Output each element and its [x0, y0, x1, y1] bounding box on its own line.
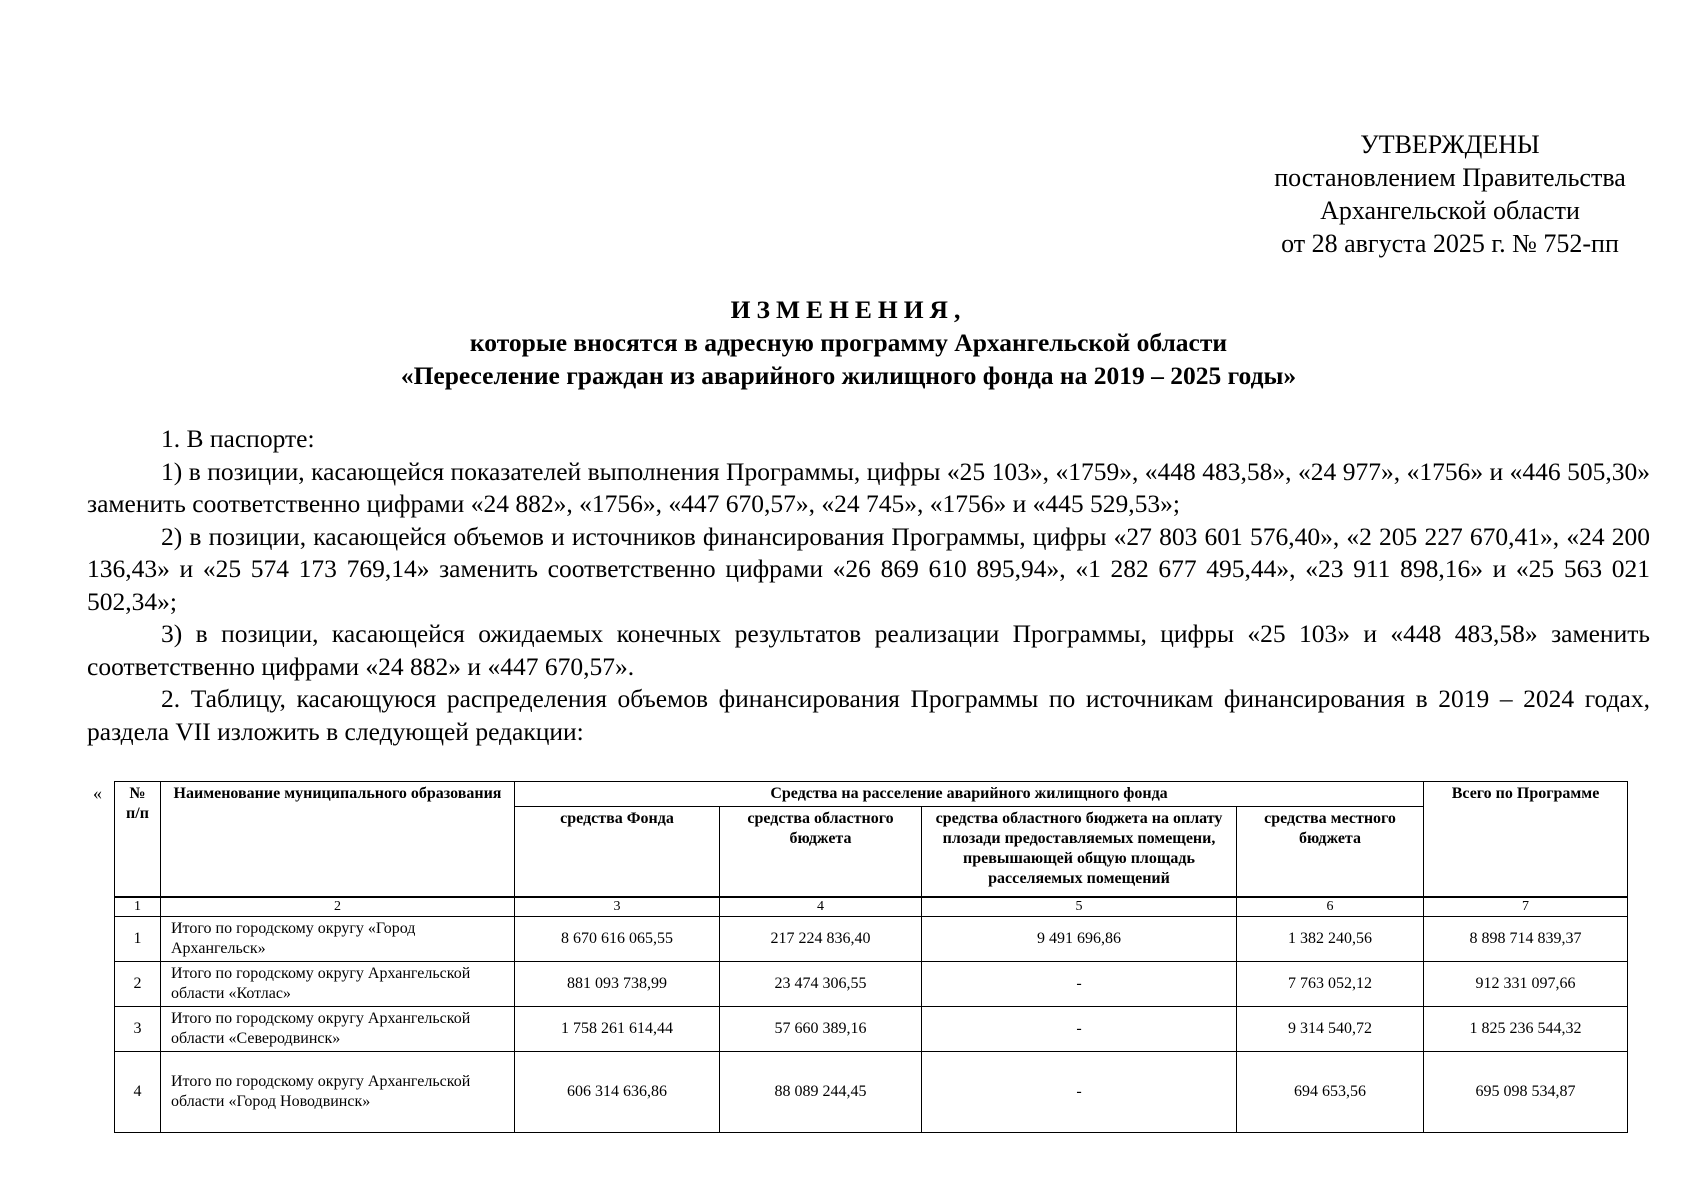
row-fund: 881 093 738,99 [515, 961, 720, 1006]
row-local: 9 314 540,72 [1237, 1006, 1424, 1051]
row-num: 2 [115, 961, 161, 1006]
document-body [87, 423, 1650, 748]
header-local: средства местного бюджета [1237, 807, 1424, 897]
column-number-row [115, 897, 1628, 917]
row-fund: 8 670 616 065,55 [515, 916, 720, 961]
approval-line-date: от 28 августа 2025 г. № 752-пп [1281, 229, 1619, 258]
table-row [115, 1006, 1628, 1051]
row-num: 3 [115, 1006, 161, 1051]
column-number: 3 [515, 897, 720, 917]
table-row [115, 916, 1628, 961]
row-fund: 1 758 261 614,44 [515, 1006, 720, 1051]
column-number: 5 [922, 897, 1237, 917]
row-municipality: Итого по городскому округу Архангельской области «Котлас» [161, 961, 515, 1006]
header-fund: средства Фонда [515, 807, 720, 897]
header-regional-extra: средства областного бюджета на оплату плозади предоставляемых помещени, превышающей общую площадь расселяемых помещений [922, 807, 1237, 897]
approval-line-region: Архангельской области [1320, 196, 1580, 225]
row-total: 1 825 236 544,32 [1424, 1006, 1628, 1051]
funding-table [114, 781, 1628, 1133]
row-fund: 606 314 636,86 [515, 1051, 720, 1132]
row-regional: 57 660 389,16 [720, 1006, 922, 1051]
row-regional-extra: - [922, 961, 1237, 1006]
row-num: 1 [115, 916, 161, 961]
paragraph-item-2: 2) в позиции, касающейся объемов и источников финансирования Программы, цифры «27 803 601 576,40», «2 205 227 670,41», «24 200 136,43» и «25 574 173 769,14» заменить соответственно цифрами «26 869 610 895,94», «1 282 677 495,44», «23 911 898,16» и «25 563 021 502,34»; [87, 521, 1650, 616]
row-regional: 217 224 836,40 [720, 916, 922, 961]
title-subtitle-2: «Переселение граждан из аварийного жилищного фонда на 2019 – 2025 годы» [400, 361, 1297, 390]
title-subtitle-1: которые вносятся в адресную программу Архангельской области [469, 328, 1228, 357]
header-name: Наименование муниципального образования [161, 782, 515, 897]
row-municipality: Итого по городскому округу Архангельской области «Северодвинск» [161, 1006, 515, 1051]
title-main: ИЗМЕНЕНИЯ, [730, 295, 967, 324]
paragraph-item-3: 3) в позиции, касающейся ожидаемых конечных результатов реализации Программы, цифры «25 103» и «448 483,58» заменить соответственно цифрами «24 882» и «447 670,57». [87, 619, 1650, 681]
row-local: 694 653,56 [1237, 1051, 1424, 1132]
row-total: 8 898 714 839,37 [1424, 916, 1628, 961]
header-funds-group: Средства на расселение аварийного жилищного фонда [515, 782, 1424, 807]
row-local: 7 763 052,12 [1237, 961, 1424, 1006]
row-regional: 23 474 306,55 [720, 961, 922, 1006]
header-regional: средства областного бюджета [720, 807, 922, 897]
table-row [115, 1051, 1628, 1132]
row-regional-extra: - [922, 1006, 1237, 1051]
approval-line-decree: постановлением Правительства [1274, 163, 1626, 192]
table-row [115, 961, 1628, 1006]
document-title [80, 293, 1617, 392]
paragraph-passport: 1. В паспорте: [161, 424, 315, 453]
row-municipality: Итого по городскому округу «Город Архангельск» [161, 916, 515, 961]
row-num: 4 [115, 1051, 161, 1132]
table-open-quote: « [93, 783, 102, 803]
column-number: 1 [115, 897, 161, 917]
approval-title: УТВЕРЖДЕНЫ [1360, 130, 1540, 159]
header-num: № п/п [115, 782, 161, 897]
row-regional: 88 089 244,45 [720, 1051, 922, 1132]
column-number: 6 [1237, 897, 1424, 917]
column-number: 4 [720, 897, 922, 917]
paragraph-item-1: 1) в позиции, касающейся показателей выполнения Программы, цифры «25 103», «1759», «448 483,58», «24 977», «1756» и «446 505,30» заменить соответственно цифрами «24 882», «1756», «447 670,57», «24 745», «1756» и «445 529,53»; [87, 456, 1650, 518]
column-number: 2 [161, 897, 515, 917]
row-local: 1 382 240,56 [1237, 916, 1424, 961]
row-regional-extra: 9 491 696,86 [922, 916, 1237, 961]
approval-stamp [1240, 128, 1660, 260]
row-total: 695 098 534,87 [1424, 1051, 1628, 1132]
row-total: 912 331 097,66 [1424, 961, 1628, 1006]
row-regional-extra: - [922, 1051, 1237, 1132]
row-municipality: Итого по городскому округу Архангельской области «Город Новодвинск» [161, 1051, 515, 1132]
paragraph-table-intro: 2. Таблицу, касающуюся распределения объемов финансирования Программы по источникам финансирования в 2019 – 2024 годах, раздела VII изложить в следующей редакции: [87, 684, 1650, 746]
header-total: Всего по Программе [1424, 782, 1628, 897]
column-number: 7 [1424, 897, 1628, 917]
